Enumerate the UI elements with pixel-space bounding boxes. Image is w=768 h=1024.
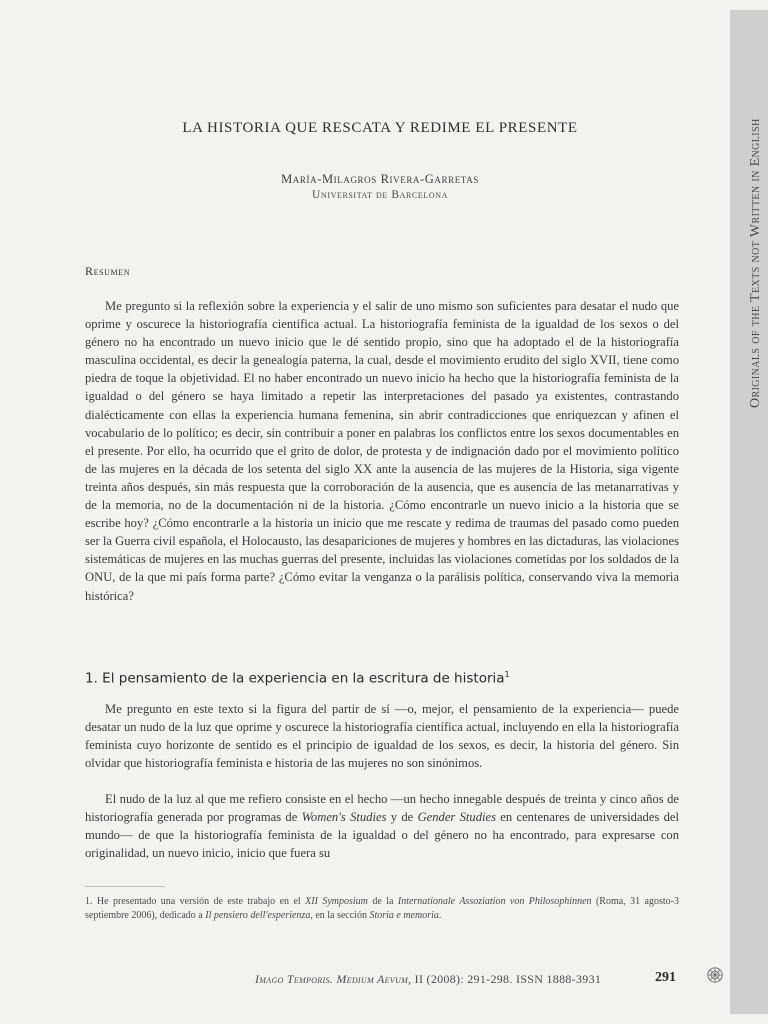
article-title: LA HISTORIA QUE RESCATA Y REDIME EL PRESENTE [182, 120, 578, 136]
author-affiliation: Universitat de Barcelona [312, 189, 448, 201]
section-heading [85, 670, 510, 687]
body-text: en centenares de universidades del mundo— de que la historiografía feminista de la igualdad o del género no ha encontrado, para expresarse con originalidad, un nuevo inicio, inicio que fuera su [85, 810, 680, 861]
footnote-italic: Storia e memoria [369, 910, 439, 921]
body-text: El nudo de la luz al que me refiero consiste en el hecho —un hecho innegable después de treinta y cinco años de historiografía generada por programas de [85, 792, 679, 825]
abstract-heading: Resumen [85, 264, 131, 278]
footnote-text: de la [367, 896, 398, 907]
footnote-divider [85, 886, 165, 887]
italic-term: Gender Studies [417, 810, 497, 825]
side-band-label: Originals of the Texts not Written in English [748, 118, 763, 408]
author-name: María-Milagros Rivera-Garretas [281, 172, 479, 186]
footnote-text: , en la sección [310, 910, 370, 921]
footnote [85, 895, 679, 923]
body-paragraph-2 [85, 790, 679, 862]
footnote-italic: Internationale Assoziation von Philosophinnen [397, 896, 592, 907]
journal-citation: II (2008): 291-298. ISSN 1888-3931 [411, 972, 602, 986]
footnote-marker: 1 [504, 670, 510, 679]
body-paragraph-1: Me pregunto en este texto si la figura del partir de sí —o, mejor, el pensamiento de la experiencia— puede desatar un nudo de la luz que oprime y oscurece la historiografía científica actual, incluyendo en ella la historiografía feminista cuyo horizonte de sentido es el principio de igualdad de los sexos, es decir, la historia del género. Sin olvidar que historiografía feminista e historia de las mujeres no son sinónimos. [85, 702, 679, 771]
body-text: y de [386, 810, 418, 825]
footnote-italic: Il pensiero dell'esperienza [205, 910, 311, 921]
ornament-icon [706, 966, 724, 984]
footnote-text: 1. He presentado una versión de este trabajo en el [85, 896, 306, 907]
italic-term: Women's Studies [301, 810, 387, 825]
page-number: 291 [655, 970, 676, 985]
section-heading-text: 1. El pensamiento de la experiencia en la escritura de historia [85, 670, 505, 687]
running-footer [255, 972, 601, 987]
footnote-text: (Roma, 31 agosto-3 septiembre 2006), dedicado a [85, 896, 679, 921]
footnote-text: . [438, 910, 442, 921]
abstract-text: Me pregunto si la reflexión sobre la experiencia y el salir de uno mismo son suficientes para desatar el nudo que oprime y oscurece la historiografía científica actual. La historiografía feminista de la igualdad de los sexos o del género no ha encontrado un nuevo inicio que le dé sentido propio, sino que ha adoptado el de la historiografía masculina occidental, es decir la genealogía paterna, la cual, desde el movimiento erudito del siglo XVII, tiene como piedra de toque la objetividad. El no haber encontrado un nuevo inicio ha hecho que la historiografía feminista de la igualdad o del género se haya limitado a repetir las interpretaciones del pasado ya existentes, contrastando dialécticamente con ellas la experiencia humana femenina, sin abrir contradicciones que enriquezcan y afinen el vocabulario de lo político; es decir, sin contribuir a poner en palabras los conflictos entre los sexos documentables en el presente. Por ello, ha ocurrido que el grito de dolor, de protesta y de indignación dado por el movimiento político de las mujeres en la década de los setenta del siglo XX ante la ausencia de las mujeres de la Historia, siga vigente treinta años después, sin más respuesta que la corroboración de la ausencia, que es ausencia de las metanarrativas y de la memoria, no de la documentación ni de la historia. ¿Cómo encontrarle un nuevo inicio a la historia que se escribe hoy? ¿Cómo encontrarle a la historia un inicio que me rescate y redima de traumas del pasado como pueden ser la Guerra civil española, el Holocausto, las desapariciones de mujeres y hombres en las dictaduras, las violaciones sistemáticas de mujeres en las muchas guerras del presente, incluidas las violaciones cometidas por los soldados de la ONU, de la que mi país forma parte? ¿Cómo evitar la venganza o la parálisis política, conservando viva la memoria histórica? [85, 299, 679, 603]
footnote-italic: XII Symposium [305, 896, 368, 907]
journal-name: Imago Temporis. Medium Aevum, [255, 972, 412, 986]
